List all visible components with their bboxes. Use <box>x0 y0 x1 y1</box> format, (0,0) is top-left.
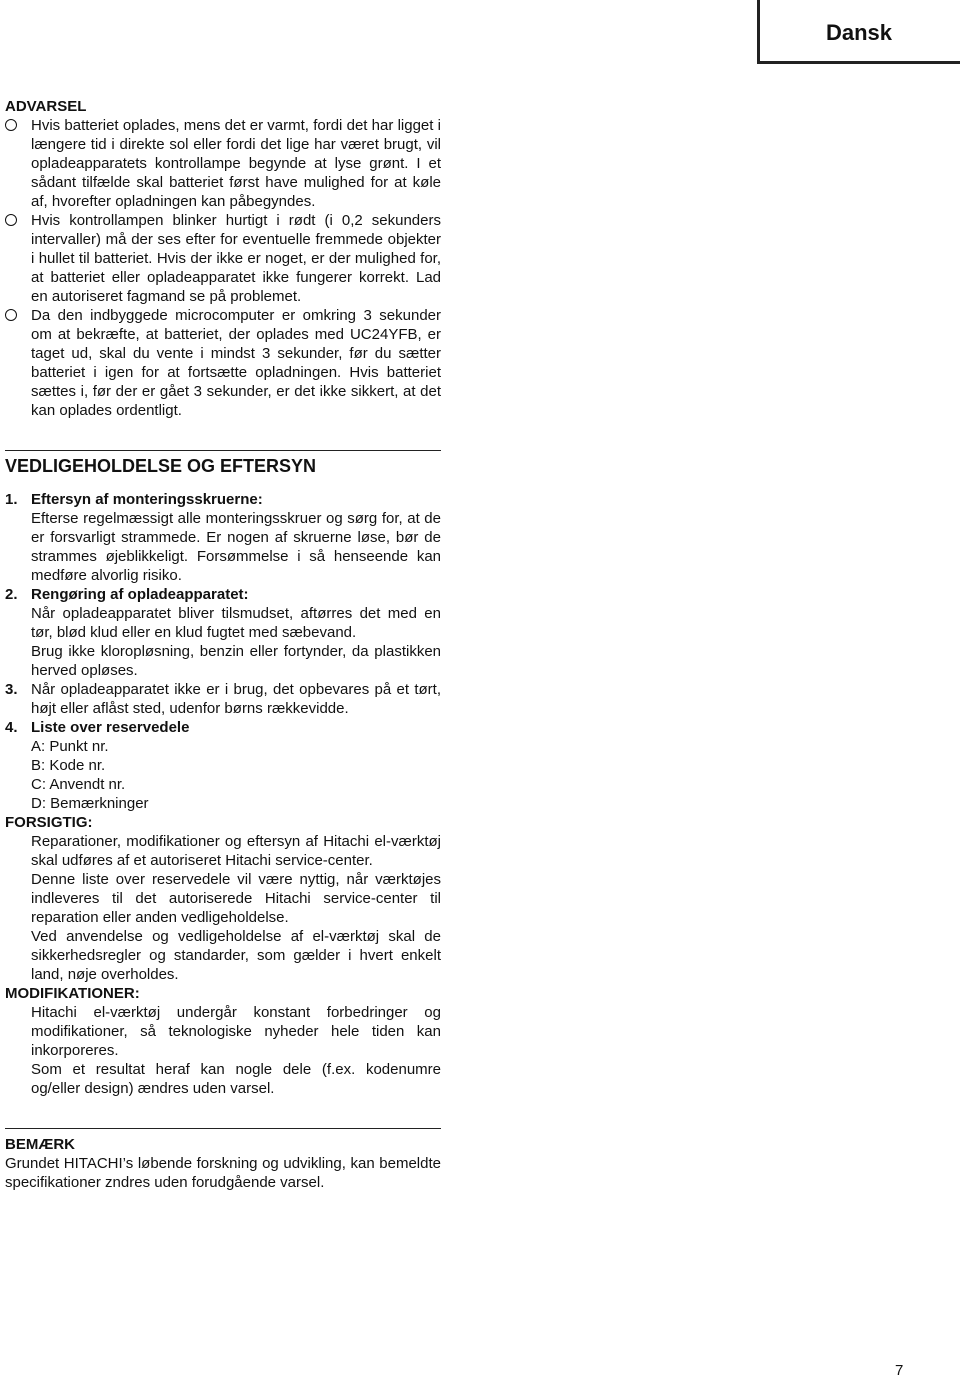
text-column <box>5 97 441 1192</box>
section-divider <box>5 450 441 451</box>
item-number: 3. <box>5 681 18 698</box>
item-text: Når opladeapparatet ikke er i brug, det opbevares på et tørt, højt eller aflåst sted, udenfor børns rækkevidde. <box>31 681 441 717</box>
page-number: 7 <box>895 1362 904 1379</box>
item-text: Brug ikke kloropløsning, benzin eller fortynder, da plastikken herved opløses. <box>31 643 441 679</box>
item-number: 4. <box>5 719 18 736</box>
advarsel-item: Hvis batteriet oplades, mens det er varmt, fordi det har ligget i længere tid i direkte sol eller fordi det lige har været brugt, vil opladeapparatets kontrollampe begynde at lyse grønt. I et sådant tilfælde skal batteriet først have mulighed for at køle af, hvorefter opladningen kan påbegyndes. <box>5 116 441 211</box>
parts-list-entry: B: Kode nr. <box>31 757 106 774</box>
circle-bullet-icon <box>5 214 17 226</box>
note-heading: BEMÆRK <box>5 1136 75 1153</box>
parts-list-entry: D: Bemærkninger <box>31 795 149 812</box>
item-text: Når opladeapparatet bliver tilsmudset, aftørres det med en tør, blød klud eller en klud fugtet med sæbevand. <box>31 605 441 641</box>
parts-list-entry: C: Anvendt nr. <box>31 776 126 793</box>
section-divider <box>5 1128 441 1129</box>
modifikationer-heading: MODIFIKATIONER: <box>5 985 140 1002</box>
circle-bullet-icon <box>5 309 17 321</box>
maintenance-item-2 <box>5 585 441 680</box>
forsigtig-text: Reparationer, modifikationer og eftersyn af Hitachi el-værktøj skal udføres af et autoriseret Hitachi service-center. <box>31 833 441 869</box>
language-label: Dansk <box>825 20 892 45</box>
parts-list-entry: A: Punkt nr. <box>31 738 109 755</box>
advarsel-heading: ADVARSEL <box>5 98 87 115</box>
item-number: 2. <box>5 586 18 603</box>
section-title: VEDLIGEHOLDELSE OG EFTERSYN <box>5 456 317 476</box>
modifikationer-text: Som et resultat heraf kan nogle dele (f.ex. kodenumre og/eller design) ændres uden varsel. <box>31 1061 441 1097</box>
forsigtig-text: Ved anvendelse og vedligeholdelse af el-værktøj skal de sikkerhedsregler og standarder, som gælder i hvert enkelt land, nøje overholdes. <box>31 928 441 983</box>
maintenance-item-3 <box>5 680 441 718</box>
item-number: 1. <box>5 491 18 508</box>
advarsel-item: Da den indbyggede microcomputer er omkring 3 sekunder om at bekræfte, at batteriet, der oplades med UC24YFB, er taget ud, skal du vente i mindst 3 sekunder, før du sætter batteriet i igen for at fortsætte opladningen. Hvis batteriet sættes i, før der er gået 3 sekunder, er det ikke sikkert, at det kan oplades ordentligt. <box>5 306 441 420</box>
advarsel-item: Hvis kontrollampen blinker hurtigt i rødt (i 0,2 sekunders intervaller) må der ses efter for eventuelle fremmede objekter i hullet til batteriet. Hvis der ikke er noget, er der mulighed for, at batteriet eller opladeapparatet ikke fungerer korrekt. Lad en autoriseret fagmand se på problemet. <box>5 211 441 306</box>
forsigtig-heading: FORSIGTIG: <box>5 814 93 831</box>
forsigtig-text: Denne liste over reservedele vil være nyttig, når værktøjes indleveres til det autoriserede Hitachi service-center til reparation eller anden vedligeholdelse. <box>31 871 441 926</box>
item-heading: Liste over reservedele <box>31 719 190 736</box>
item-text: Efterse regelmæssigt alle monteringsskruer og sørg for, at de er forsvarligt strammede. Er nogen af skruerne løse, bør de strammes øjeblikkeligt. Forsømmelse i så henseende kan medføre alvorlig risiko. <box>31 510 441 584</box>
circle-bullet-icon <box>5 119 17 131</box>
item-heading: Eftersyn af monteringsskruerne: <box>31 491 263 508</box>
note-text: Grundet HITACHI’s løbende forskning og udvikling, kan bemeldte specifikationer zndres uden forudgående varsel. <box>5 1155 441 1191</box>
maintenance-item-1 <box>5 490 441 585</box>
maintenance-item-4 <box>5 718 441 813</box>
language-tab <box>757 0 960 64</box>
item-heading: Rengøring af opladeapparatet: <box>31 586 249 603</box>
modifikationer-text: Hitachi el-værktøj undergår konstant forbedringer og modifikationer, så teknologiske nyheder hele tiden kan inkorporeres. <box>31 1004 441 1059</box>
